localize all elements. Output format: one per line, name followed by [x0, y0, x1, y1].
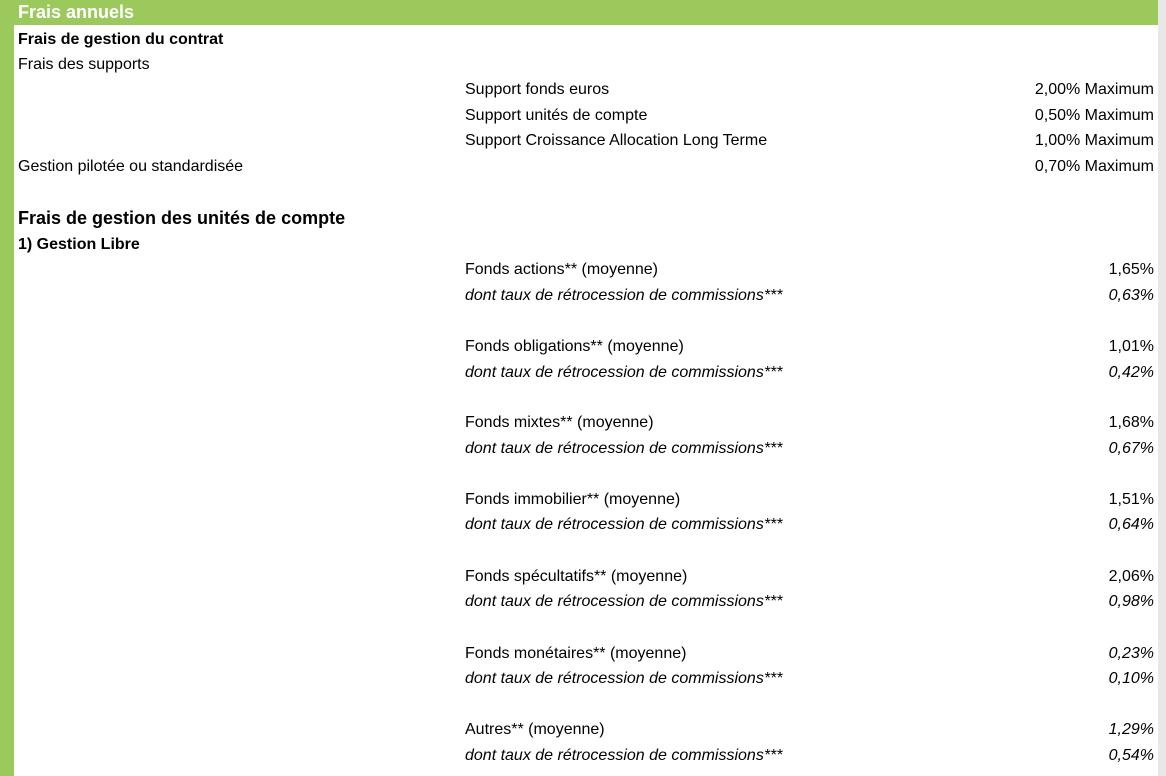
pilotee-label: Gestion pilotée ou standardisée — [18, 158, 244, 175]
fund-value: 1,65% — [1108, 261, 1154, 278]
left-accent-bar — [0, 0, 14, 776]
contrat-heading: Frais de gestion du contrat — [18, 31, 224, 48]
fund-label: Autres** (moyenne) — [465, 721, 605, 738]
fund-retro-value: 0,98% — [1108, 593, 1154, 610]
fund-label: Fonds actions** (moyenne) — [465, 261, 658, 278]
uc-subheading: 1) Gestion Libre — [18, 236, 140, 253]
fund-value: 2,06% — [1108, 568, 1154, 585]
right-margin-bar — [1158, 0, 1166, 776]
fund-retro-label: dont taux de rétrocession de commissions*** — [465, 747, 783, 764]
fund-label: Fonds monétaires** (moyenne) — [465, 645, 687, 662]
fund-retro-value: 0,54% — [1108, 747, 1154, 764]
fund-retro-label: dont taux de rétrocession de commissions*** — [465, 516, 783, 533]
fund-retro-value: 0,42% — [1108, 364, 1154, 381]
fund-retro-label: dont taux de rétrocession de commissions*** — [465, 593, 783, 610]
fund-retro-value: 0,64% — [1108, 516, 1154, 533]
support-row-label: Support fonds euros — [465, 81, 610, 98]
support-row-label: Support Croissance Allocation Long Terme — [465, 132, 768, 149]
fund-retro-label: dont taux de rétrocession de commissions*** — [465, 670, 783, 687]
support-row-value: 0,50% Maximum — [1034, 107, 1154, 124]
fund-value: 1,51% — [1108, 491, 1154, 508]
support-row-value: 1,00% Maximum — [1034, 132, 1154, 149]
fund-retro-label: dont taux de rétrocession de commissions*** — [465, 287, 783, 304]
uc-heading: Frais de gestion des unités de compte — [18, 208, 346, 228]
fund-label: Fonds immobilier** (moyenne) — [465, 491, 681, 508]
fund-value: 1,01% — [1108, 338, 1154, 355]
fund-value: 1,29% — [1108, 721, 1154, 738]
pilotee-value: 0,70% Maximum — [1034, 158, 1154, 175]
fund-retro-value: 0,10% — [1108, 670, 1154, 687]
section-header — [0, 0, 1158, 25]
supports-label: Frais des supports — [18, 56, 150, 73]
fund-retro-label: dont taux de rétrocession de commissions*** — [465, 364, 783, 381]
fund-label: Fonds mixtes** (moyenne) — [465, 414, 654, 431]
section-title: Frais annuels — [18, 2, 135, 22]
fund-value: 1,68% — [1108, 414, 1154, 431]
fund-label: Fonds spécultatifs** (moyenne) — [465, 568, 688, 585]
fund-retro-value: 0,67% — [1108, 440, 1154, 457]
support-row-value: 2,00% Maximum — [1034, 81, 1154, 98]
fund-value: 0,23% — [1108, 645, 1154, 662]
fund-retro-label: dont taux de rétrocession de commissions*** — [465, 440, 783, 457]
fund-retro-value: 0,63% — [1108, 287, 1154, 304]
support-row-label: Support unités de compte — [465, 107, 648, 124]
fund-label: Fonds obligations** (moyenne) — [465, 338, 684, 355]
